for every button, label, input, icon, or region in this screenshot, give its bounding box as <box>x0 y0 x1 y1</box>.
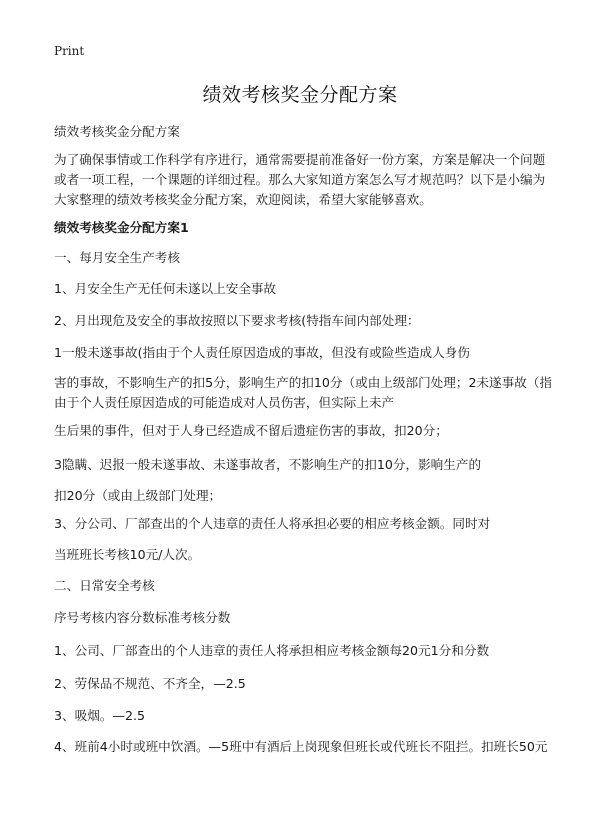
part2-heading: 二、日常安全考核 <box>54 578 155 593</box>
list-item-2-1c: 生后果的事件，但对于人身已经造成不留后遗症伤害的事故，扣20分； <box>54 423 448 438</box>
list-item-2-1a: 1一般未遂事故(指由于个人责任原因造成的事故，但没有或险些造成人身伤 <box>54 345 470 360</box>
list-item-3a: 3、分公司、厂部查出的个人违章的责任人将承担必要的相应考核金额。同时对 <box>54 516 491 531</box>
list-item-1: 1、月安全生产无任何未遂以上安全事故 <box>54 281 277 296</box>
table-header: 序号考核内容分数标准考核分数 <box>54 610 231 625</box>
section-heading: 绩效考核奖金分配方案1 <box>54 220 189 235</box>
list-item-2-3b: 扣20分（或由上级部门处理； <box>54 488 222 503</box>
part1-heading: 一、每月安全生产考核 <box>54 250 180 265</box>
document-subtitle: 绩效考核奖金分配方案 <box>54 124 180 139</box>
print-label: Print <box>54 44 85 58</box>
table-row-2: 2、劳保品不规范、不齐全，—2.5 <box>54 676 246 691</box>
list-item-3b: 当班班长考核10元/人次。 <box>54 547 201 562</box>
list-item-2-1b: 害的事故，不影响生产的扣5分，影响生产的扣10分（或由上级部门处理；2未遂事故（指由于个人责任原因造成的可能造成对人员伤害，但实际上未产 <box>54 375 553 410</box>
table-row-3: 3、吸烟。—2.5 <box>54 708 146 723</box>
list-item-2-3a: 3隐瞒、迟报一般未遂事故、未遂事故者，不影响生产的扣10分，影响生产的 <box>54 457 482 472</box>
list-item-2: 2、月出现危及安全的事故按照以下要求考核(特指车间内部处理： <box>54 313 420 328</box>
page-title: 绩效考核奖金分配方案 <box>202 84 398 106</box>
intro-paragraph: 为了确保事情或工作科学有序进行，通常需要提前准备好一份方案，方案是解决一个问题或者一项工程，一个课题的详细过程。那么大家知道方案怎么写才规范吗？以下是小编为大家整理的绩效考核奖金分配方案，欢迎阅读，希望大家能够喜欢。 <box>54 152 546 207</box>
table-row-1: 1、公司、厂部查出的个人违章的责任人将承担相应考核金额每20元1分和分数 <box>54 643 490 658</box>
table-row-4: 4、班前4小时或班中饮酒。—5班中有酒后上岗现象但班长或代班长不阻拦。扣班长50元 <box>54 739 548 754</box>
